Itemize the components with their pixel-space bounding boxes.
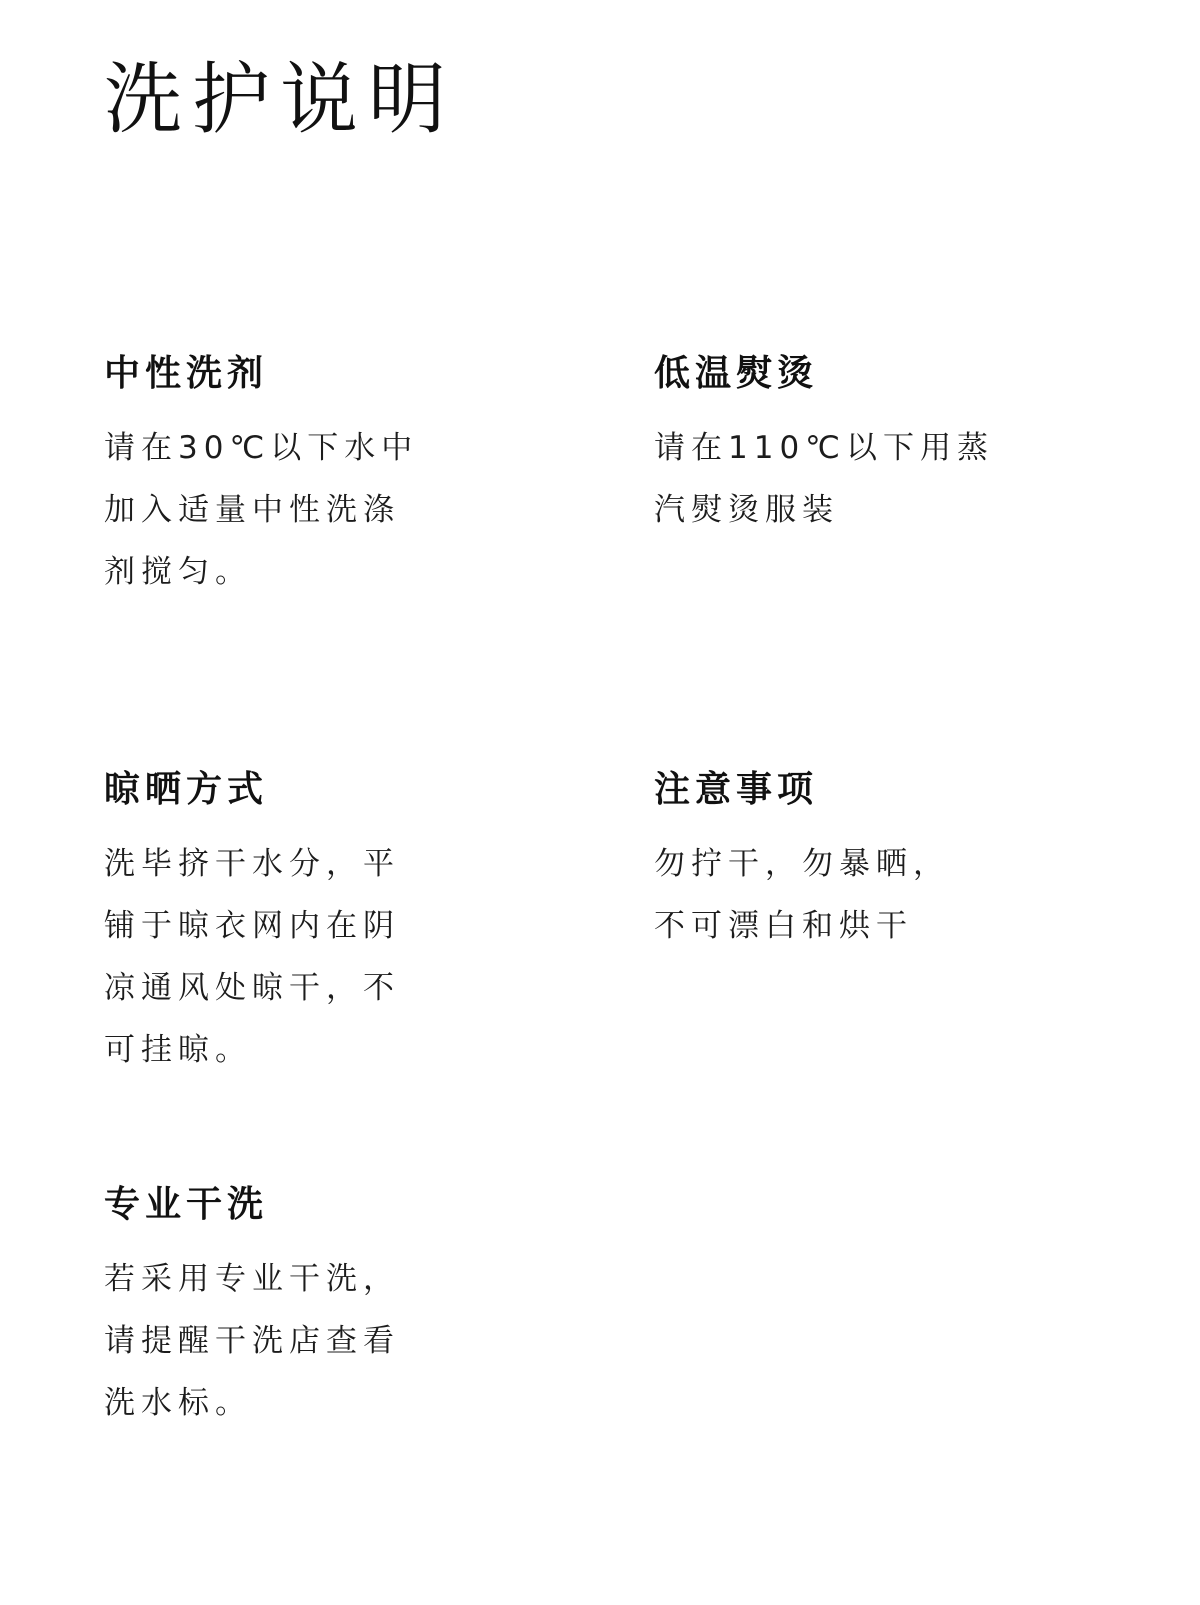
section-line: 请在30℃以下水中 <box>104 430 419 467</box>
section-precautions <box>654 768 1094 957</box>
section-body <box>104 833 544 1081</box>
section-title: 注意事项 <box>654 769 819 810</box>
section-body <box>104 417 544 603</box>
section-line: 铺于晾衣网内在阴 <box>104 908 400 945</box>
section-title: 晾晒方式 <box>104 769 269 810</box>
section-line: 请在110℃以下用蒸 <box>654 430 994 467</box>
section-line: 汽熨烫服装 <box>654 492 839 529</box>
section-line: 洗水标。 <box>104 1385 252 1422</box>
section-line: 勿拧干，勿暴晒， <box>654 846 950 883</box>
section-line: 若采用专业干洗， <box>104 1261 400 1298</box>
page-title: 洗护说明 <box>104 55 457 145</box>
section-low-temp-ironing <box>654 352 1094 541</box>
section-body <box>654 417 1094 541</box>
section-title: 专业干洗 <box>104 1184 269 1225</box>
section-drying-method <box>104 768 544 1081</box>
section-line: 不可漂白和烘干 <box>654 908 913 945</box>
section-line: 洗毕挤干水分，平 <box>104 846 400 883</box>
section-line: 可挂晾。 <box>104 1032 252 1069</box>
section-title: 低温熨烫 <box>654 353 819 394</box>
section-professional-dry-clean <box>104 1183 544 1434</box>
section-neutral-detergent <box>104 352 544 603</box>
section-line: 凉通风处晾干，不 <box>104 970 400 1007</box>
section-line: 请提醒干洗店查看 <box>104 1323 400 1360</box>
section-title: 中性洗剂 <box>104 353 269 394</box>
section-line: 剂搅匀。 <box>104 554 252 591</box>
section-body <box>654 833 1094 957</box>
section-body <box>104 1248 544 1434</box>
section-line: 加入适量中性洗涤 <box>104 492 400 529</box>
